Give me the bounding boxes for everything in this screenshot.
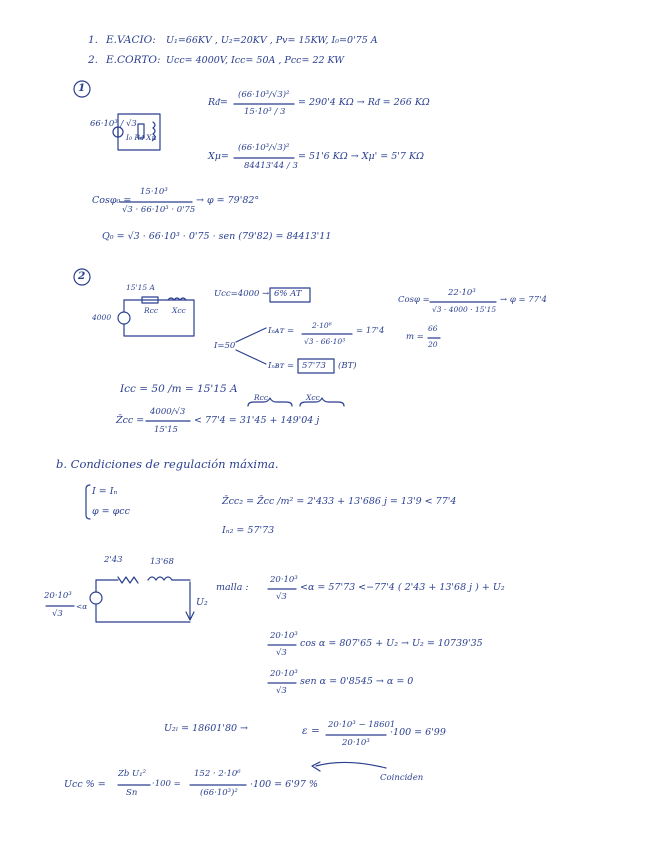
header-line1-number: 1.: [88, 34, 99, 46]
cos-phicc-label: Cosφ =: [398, 295, 430, 305]
ucc-value: Ucc=4000 →: [214, 289, 270, 299]
section2-circuit-current: 15'15 A: [126, 283, 155, 292]
section1-marker: 1: [78, 82, 86, 94]
inbt-label: Iₙʙᴛ =: [268, 361, 295, 371]
section-b-u2-label: U₂: [196, 597, 208, 608]
brace-rcc-label: Rcc: [254, 393, 269, 402]
cos-phicc-denominator: √3 · 4000 · 15'15: [432, 305, 497, 314]
cos-phi0-label: Cosφ₀ =: [92, 195, 132, 206]
zcc-denominator: 15'15: [154, 425, 178, 435]
ratio-m-denominator: 20: [428, 340, 438, 349]
rfe-result: = 290'4 KΩ → Rᵭ = 266 KΩ: [298, 97, 430, 108]
malla-numerator: 20·10³: [270, 575, 298, 585]
eq2-denominator: √3: [276, 648, 287, 658]
inbt-box-text: 57'73: [302, 361, 326, 371]
section-b-title: b. Condiciones de regulación máxima.: [56, 457, 279, 471]
section2-circuit-source: 4000: [92, 313, 112, 322]
cos-phi0-result: → φ = 79'82°: [196, 195, 260, 206]
rfe-numerator: (66·10³/√3)²: [238, 90, 290, 100]
section-b-resistor: [118, 577, 138, 583]
section2-circuit-xcc: Xcc: [172, 306, 186, 315]
cos-phi0-denominator: √3 · 66·10³ · 0'75: [122, 205, 196, 215]
ratio-m-label: m =: [406, 332, 424, 342]
eq2-equation: cos α = 807'65 + U₂ → U₂ = 10739'35: [300, 638, 483, 649]
cos-phicc-result: → φ = 77'4: [500, 295, 547, 305]
coinciden-note: Coinciden: [380, 773, 424, 783]
xmu-numerator: (66·10³/√3)²: [238, 143, 290, 153]
header-line2-label: E.CORTO:: [106, 54, 161, 66]
condition-phase: φ = φcc: [92, 506, 130, 517]
ucc-percent-f2-denominator: (66·10³)²: [200, 788, 238, 798]
header-line2-values: Ucc= 4000V, Icc= 50A , Pcc= 22 KW: [166, 55, 345, 66]
ucc-percent-label: Ucc % =: [64, 779, 106, 790]
inat-numerator: 2·10⁶: [312, 321, 332, 330]
condition-current: I = Iₙ: [92, 486, 118, 497]
section-b-circuit-r: 2'43: [104, 555, 123, 565]
ucc-box-text: 6% AT: [274, 289, 302, 299]
eq2-numerator: 20·10³: [270, 631, 298, 641]
xmu-denominator: 84413'44 / 3: [244, 161, 298, 171]
xmu-result: = 51'6 KΩ → Xμ' = 5'7 KΩ: [298, 151, 424, 162]
header-line2-number: 2.: [88, 54, 99, 66]
eq3-numerator: 20·10³: [270, 669, 298, 679]
section-b-source-numerator: 20·10³: [44, 591, 72, 601]
test-current: I=50: [214, 341, 236, 351]
zcc2-equation: Z̄cc₂ = Z̄cc /m² = 2'433 + 13'686 j = 13'9 < 77'4: [222, 496, 457, 507]
inbt-tag: (BT): [338, 361, 357, 371]
section-b-inductor: [148, 577, 172, 580]
ucc-percent-f1-times: ·100 =: [152, 779, 181, 789]
section2-circuit-rcc: Rcc: [144, 306, 159, 315]
section1-circuit-source: 66·10³ / √3: [90, 119, 137, 129]
cos-phicc-numerator: 22·10³: [448, 288, 476, 298]
section-b-circuit-x: 13'68: [150, 557, 174, 567]
section-b-source-denominator: √3: [52, 609, 63, 619]
xmu-label: Xμ=: [208, 151, 229, 162]
regulation-result: ·100 = 6'99: [390, 727, 446, 738]
section-b-source-angle: <α: [76, 602, 88, 611]
inat-result: = 17'4: [356, 326, 385, 336]
header-line1-label: E.VACIO:: [106, 34, 156, 46]
cos-phi0-numerator: 15·10³: [140, 187, 168, 197]
ucc-percent-f1-numerator: Zb U₁²: [118, 769, 147, 779]
zcc-numerator: 4000/√3: [150, 407, 186, 417]
regulation-label: ε =: [302, 725, 320, 737]
eq3-denominator: √3: [276, 686, 287, 696]
u2l-equation: U₂ₗ = 18601'80 →: [164, 723, 249, 734]
malla-equation: <α = 57'73 <−77'4 ( 2'43 + 13'68 j ) + U₂: [300, 582, 505, 593]
rfe-denominator: 15·10³ / 3: [244, 107, 286, 117]
ucc-percent-f2-numerator: 152 · 2·10⁶: [194, 769, 241, 779]
inat-denominator: √3 · 66·10³: [304, 337, 346, 346]
brace-xcc-label: Xcc: [306, 393, 320, 402]
section2-marker: 2: [78, 270, 86, 282]
malla-label: malla :: [216, 582, 249, 593]
eq3-equation: sen α = 0'8545 → α = 0: [300, 676, 414, 687]
ucc-percent-result: ·100 = 6'97 %: [250, 779, 318, 790]
section1-circuit-labels: I₀ Rᵭ Xμ: [126, 133, 157, 142]
in2-equation: Iₙ₂ = 57'73: [222, 525, 275, 536]
regulation-numerator: 20·10³ − 18601: [328, 720, 396, 730]
section-b-source-circle: [90, 592, 102, 604]
zcc-result: < 77'4 = 31'45 + 149'04 j: [194, 415, 320, 426]
ucc-percent-f1-denominator: Sn: [126, 788, 138, 798]
coinciden-arrow: [316, 762, 386, 768]
inat-label: Iₙᴀᴛ =: [268, 326, 295, 336]
rfe-label: Rᵭ=: [208, 97, 228, 108]
zcc-label: Z̄cc =: [116, 415, 145, 426]
q0-equation: Q₀ = √3 · 66·10³ · 0'75 · sen (79'82) = 84413'11: [102, 231, 332, 242]
header-line1-values: U₁=66KV , U₂=20KV , Pv= 15KW, I₀=0'75 A: [166, 35, 378, 46]
ratio-m-numerator: 66: [428, 324, 438, 333]
regulation-denominator: 20·10³: [342, 738, 370, 748]
icc-equation: Icc = 50 /m = 15'15 A: [120, 383, 238, 395]
malla-denominator: √3: [276, 592, 287, 602]
